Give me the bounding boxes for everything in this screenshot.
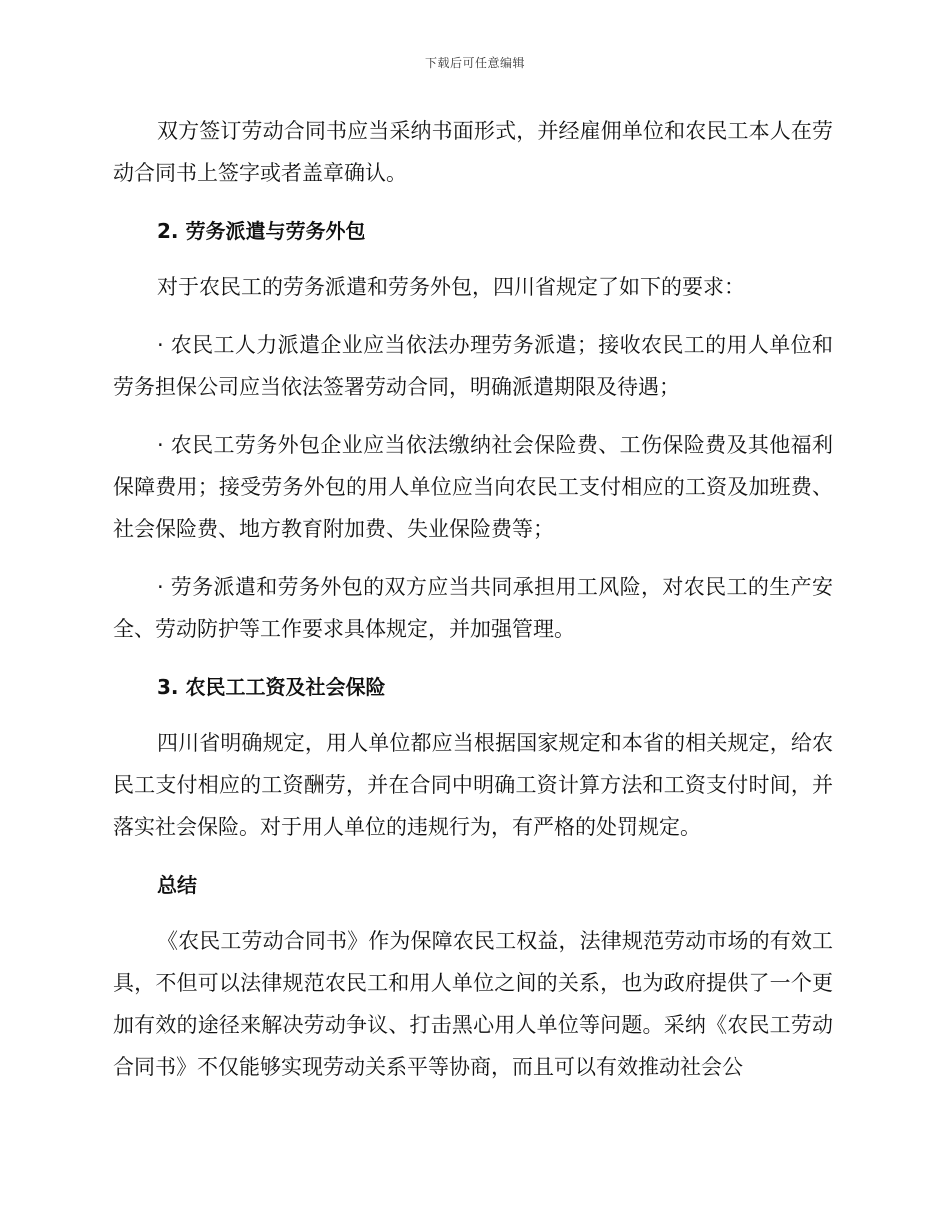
paragraph-dispatch-rule-1: · 农民工人力派遣企业应当依法办理劳务派遣；接收农民工的用人单位和劳务担保公司应当依法签署劳动合同，明确派遣期限及待遇； — [113, 333, 833, 399]
paragraph-dispatch-intro: 对于农民工的劳务派遣和劳务外包，四川省规定了如下的要求： — [157, 275, 745, 299]
section-heading-wages: 3. 农民工工资及社会保险 — [157, 675, 386, 699]
paragraph-summary: 《农民工劳动合同书》作为保障农民工权益，法律规范劳动市场的有效工具，不但可以法律规范农民工和用人单位之间的关系，也为政府提供了一个更加有效的途径来解决劳动争议、打击黑心用人单位等问题。采纳《农民工劳动合同书》不仅能够实现劳动关系平等协商，而且可以有效推动社会公 — [113, 929, 833, 1079]
paragraph-wages: 四川省明确规定，用人单位都应当根据国家规定和本省的相关规定，给农民工支付相应的工资酬劳，并在合同中明确工资计算方法和工资支付时间，并落实社会保险。对于用人单位的违规行为，有严格的处罚规定。 — [113, 731, 833, 839]
section-heading-dispatch: 2. 劳务派遣与劳务外包 — [157, 219, 366, 243]
page-header-note: 下载后可任意编辑 — [424, 56, 525, 70]
section-heading-summary: 总结 — [157, 873, 197, 897]
paragraph-outsourcing-rule-2: · 农民工劳务外包企业应当依法缴纳社会保险费、工伤保险费及其他福利保障费用；接受劳务外包的用人单位应当向农民工支付相应的工资及加班费、社会保险费、地方教育附加费、失业保险费等； — [113, 433, 833, 541]
document-body — [113, 110, 833, 1104]
paragraph-shared-risk-rule-3: · 劳务派遣和劳务外包的双方应当共同承担用工风险，对农民工的生产安全、劳动防护等工作要求具体规定，并加强管理。 — [113, 575, 833, 641]
paragraph-contract-signing: 双方签订劳动合同书应当采纳书面形式，并经雇佣单位和农民工本人在劳动合同书上签字或者盖章确认。 — [113, 119, 833, 185]
